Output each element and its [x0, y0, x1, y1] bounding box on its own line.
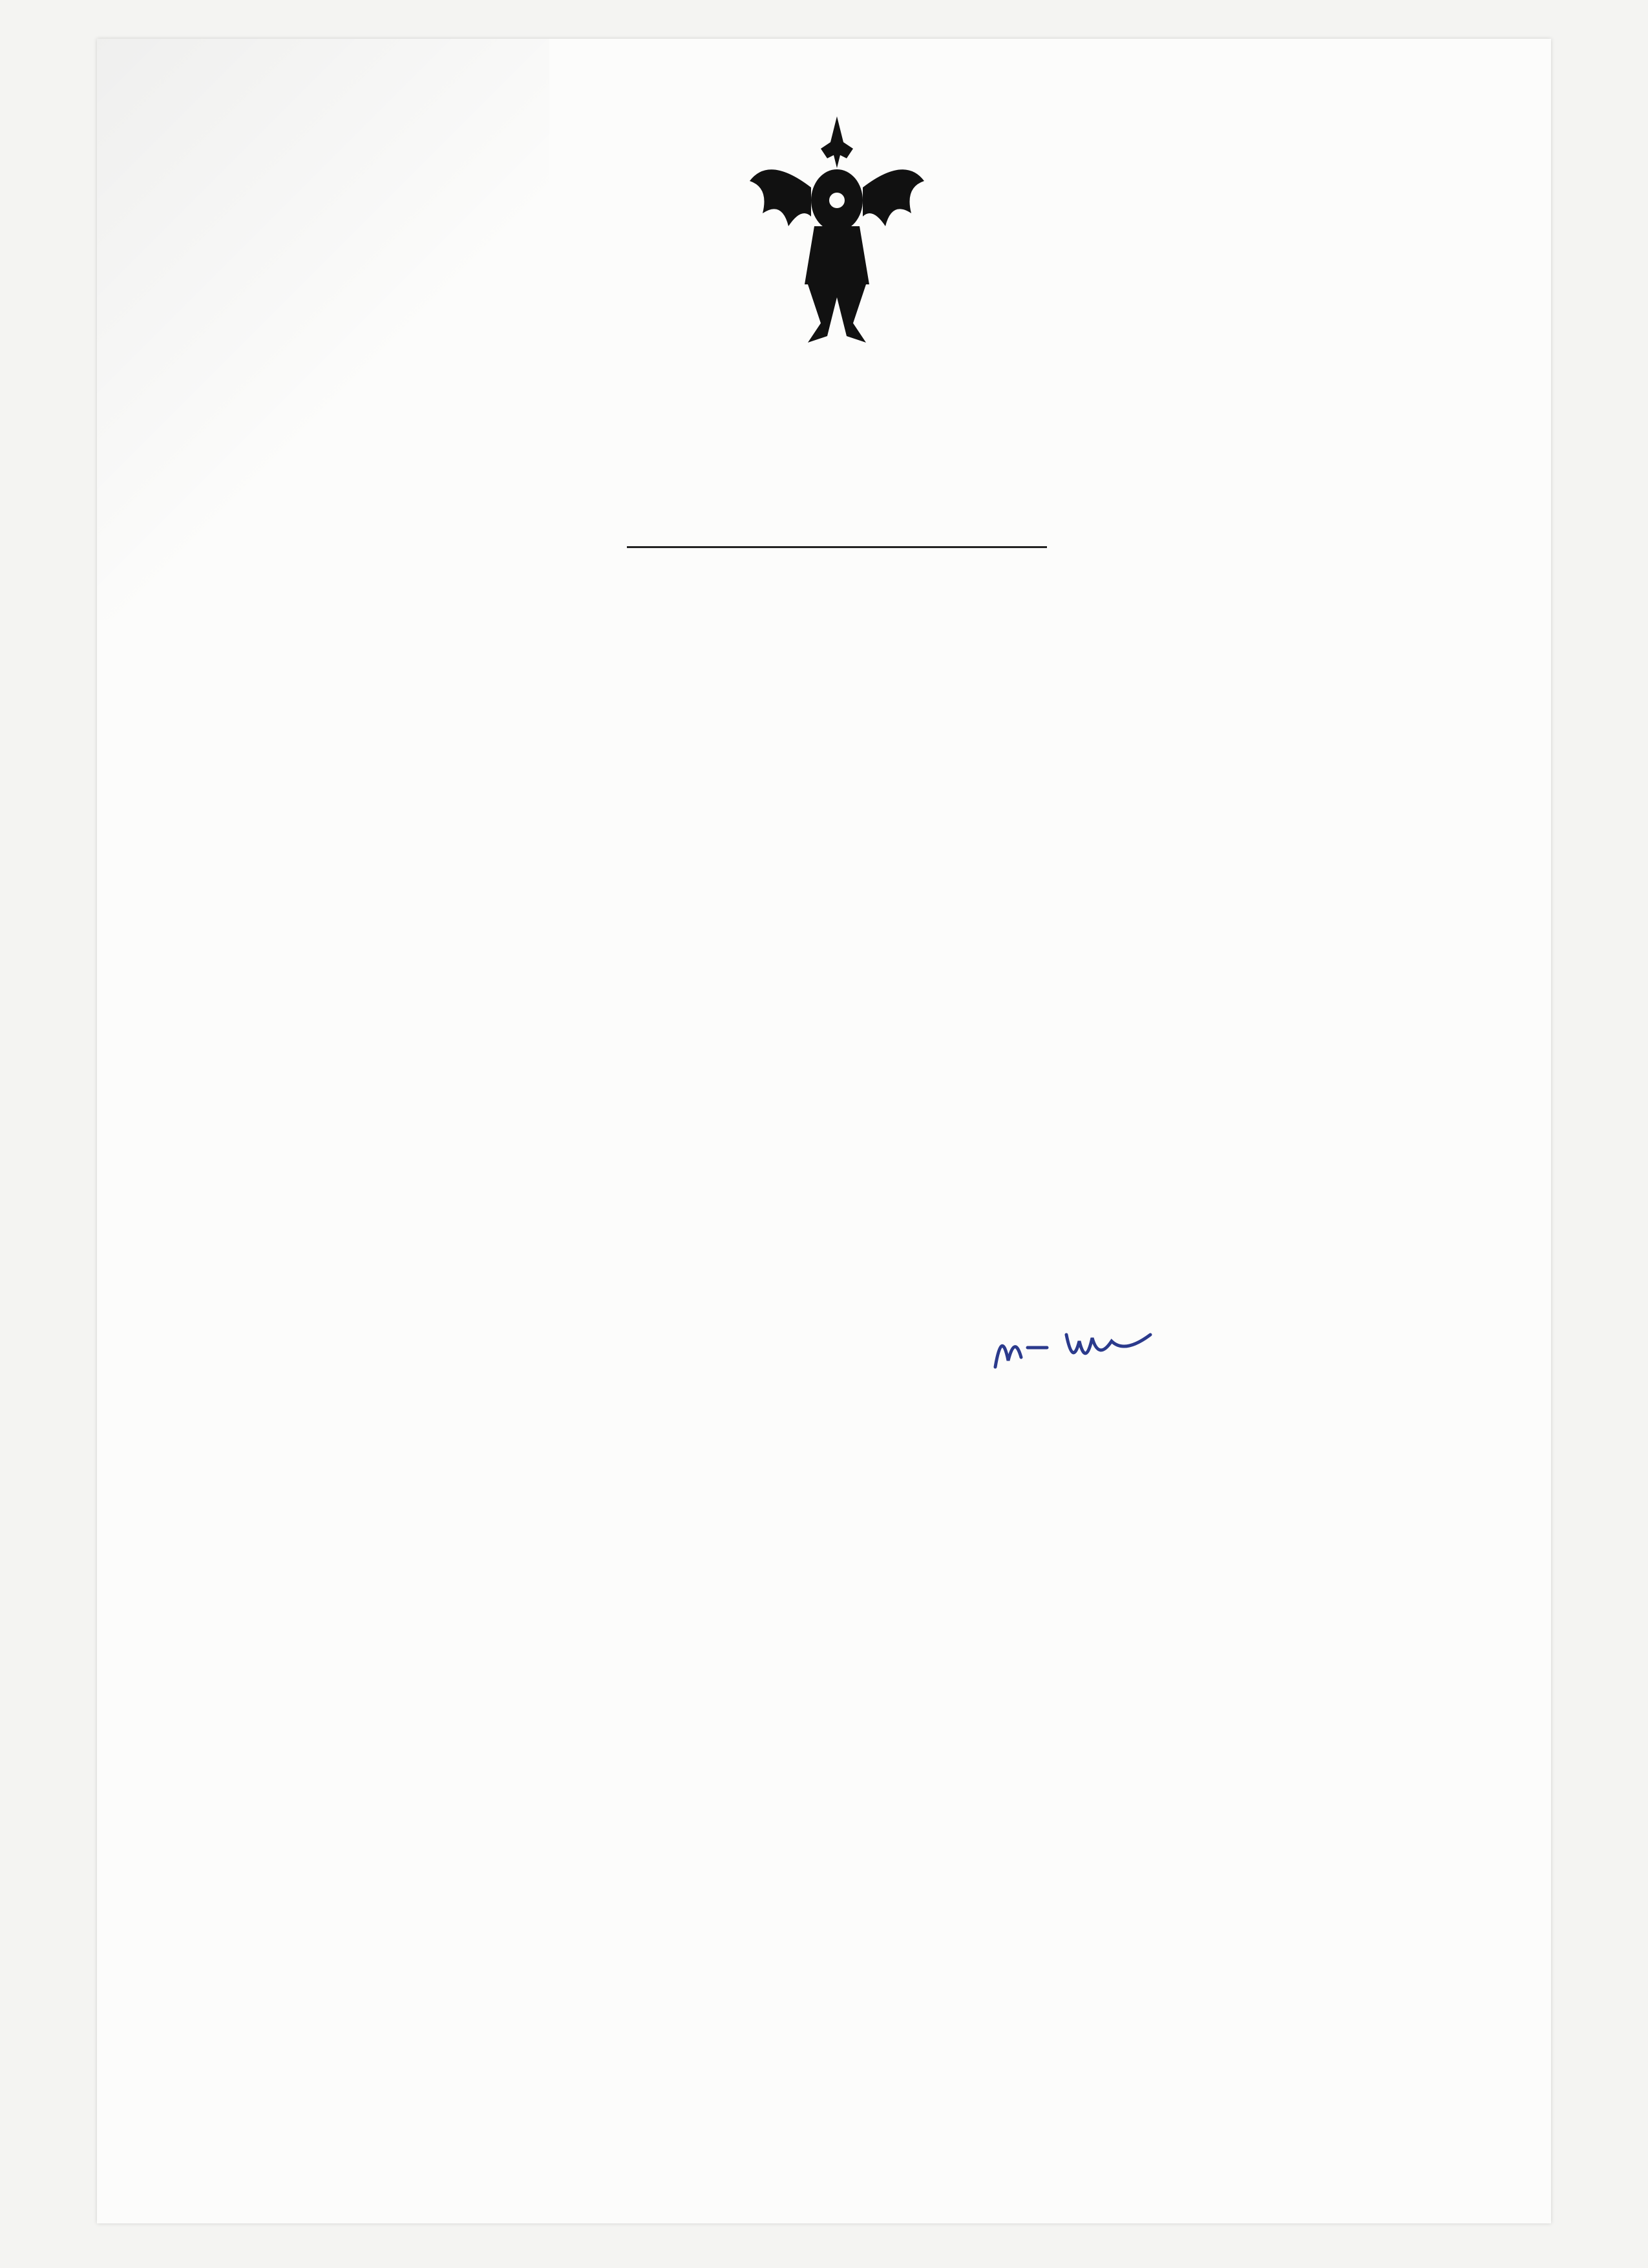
garuda-emblem-icon [743, 103, 931, 355]
page-corner-fold [97, 39, 549, 620]
document-page [97, 39, 1551, 2223]
footer-motto [420, 2123, 1228, 2131]
title-divider [627, 546, 1047, 548]
signature-icon [989, 1322, 1170, 1380]
